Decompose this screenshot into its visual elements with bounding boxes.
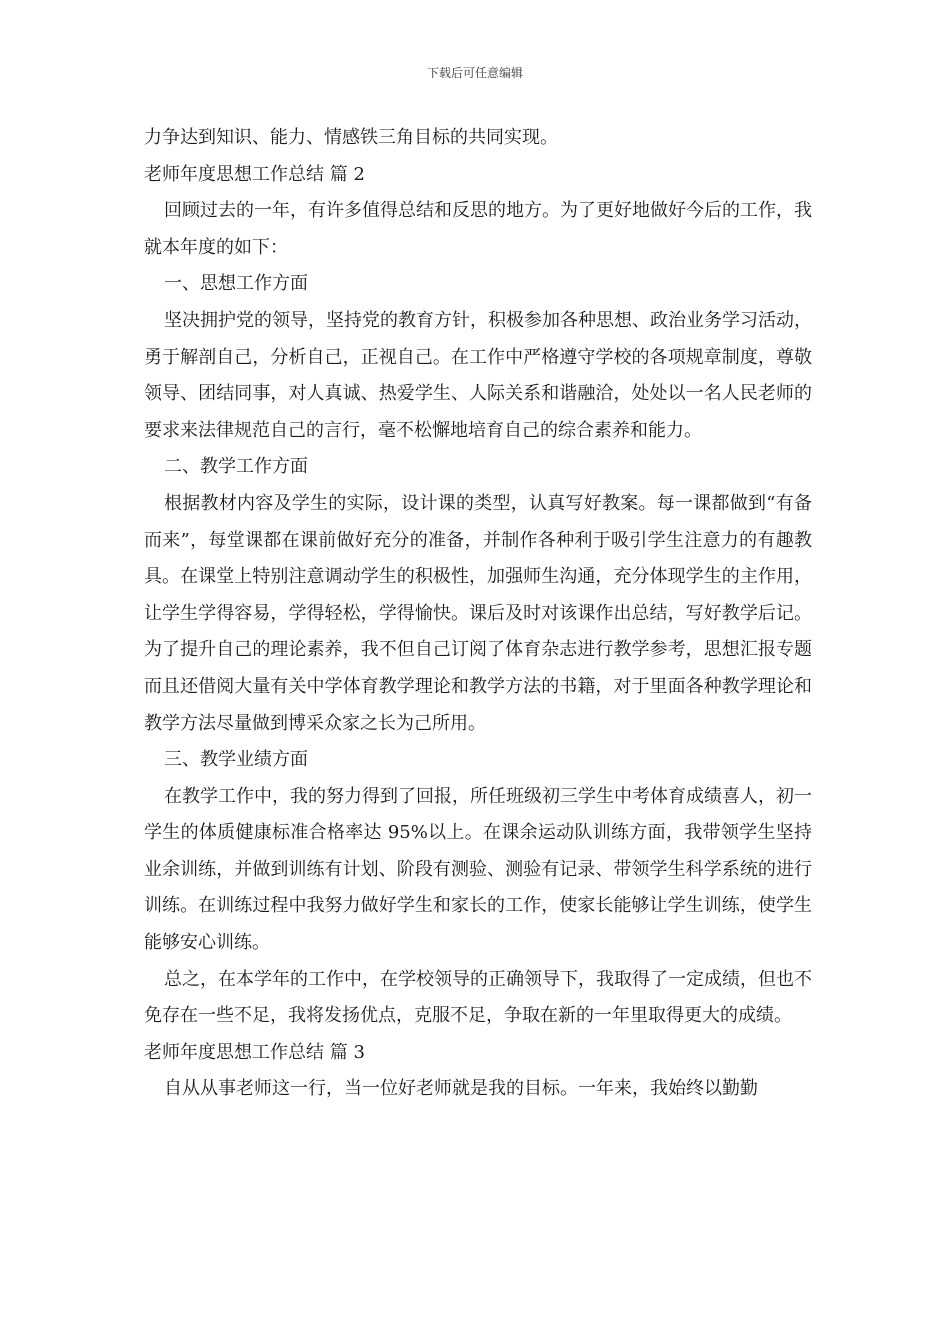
body-paragraph: 坚决拥护党的领导，坚持党的教育方针，积极参加各种思想、政治业务学习活动，勇于解剖自己，分析自己，正视自己。在工作中严格遵守学校的各项规章制度，尊敬领导、团结同事，对人真诚、热爱学生、人际关系和谐融洽，处处以一名人民老师的要求来法律规范自己的言行，毫不松懈地培育自己的综合素养和能力。 bbox=[144, 309, 812, 441]
page-header: 下载后可任意编辑 bbox=[426, 66, 523, 80]
body-paragraph: 根据教材内容及学生的实际，设计课的类型，认真写好教案。每一课都做到“有备而来”，每堂课都在课前做好充分的准备，并制作各种利于吸引学生注意力的有趣教具。在课堂上特别注意调动学生的积极性，加强师生沟通，充分体现学生的主作用，让学生学得容易，学得轻松，学得愉快。课后及时对该课作出总结，写好教学后记。为了提升自己的理论素养，我不但自己订阅了体育杂志进行教学参考，思想汇报专题而且还借阅大量有关中学体育教学理论和教学方法的书籍，对于里面各种教学理论和教学方法尽量做到博采众家之长为己所用。 bbox=[144, 492, 812, 734]
section-heading-3: 老师年度思想工作总结 篇 3 bbox=[144, 1041, 365, 1063]
body-paragraph: 回顾过去的一年，有许多值得总结和反思的地方。为了更好地做好今后的工作，我就本年度的如下： bbox=[144, 200, 812, 258]
body-paragraph: 在教学工作中，我的努力得到了回报，所任班级初三学生中考体育成绩喜人，初一学生的体质健康标准合格率达 95%以上。在课余运动队训练方面，我带领学生坚持业余训练，并做到训练有计划、阶段有测验、测验有记录、带领学生科学系统的进行训练。在训练过程中我努力做好学生和家长的工作，使家长能够让学生训练，使学生能够安心训练。 bbox=[144, 785, 812, 954]
body-paragraph: 总之，在本学年的工作中，在学校领导的正确领导下，我取得了一定成绩，但也不免存在一些不足，我将发扬优点，克服不足，争取在新的一年里取得更大的成绩。 bbox=[144, 968, 812, 1027]
body-paragraph: 自从从事老师这一行，当一位好老师就是我的目标。一年来，我始终以勤勤 bbox=[164, 1078, 758, 1100]
subheading-teaching-work: 二、教学工作方面 bbox=[164, 456, 308, 478]
paragraph-continuation: 力争达到知识、能力、情感铁三角目标的共同实现。 bbox=[144, 127, 558, 148]
subheading-thought-work: 一、思想工作方面 bbox=[164, 273, 308, 295]
subheading-teaching-results: 三、教学业绩方面 bbox=[164, 749, 308, 771]
section-heading-2: 老师年度思想工作总结 篇 2 bbox=[144, 163, 365, 185]
document-body bbox=[144, 120, 812, 1108]
